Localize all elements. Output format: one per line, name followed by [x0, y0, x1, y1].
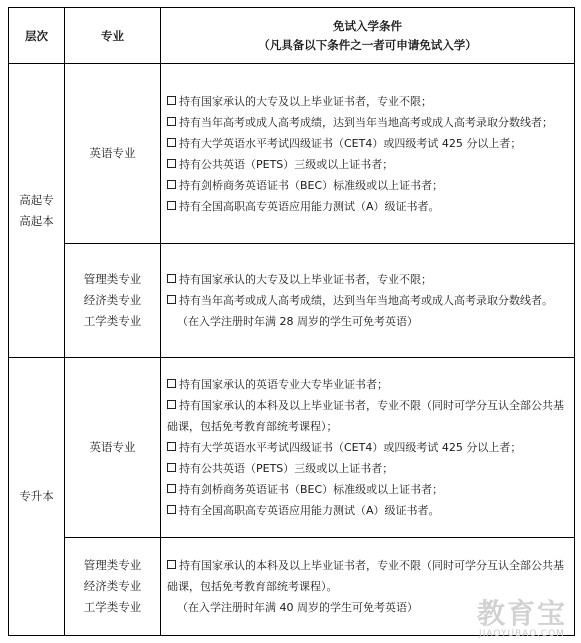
- major-label: 工学类专业: [83, 600, 142, 614]
- level-cell: [9, 358, 65, 636]
- header-conditions-subtitle: （凡具备以下条件之一者可申请免试入学）: [258, 37, 477, 52]
- condition-item: [167, 269, 569, 290]
- condition-text: 持有全国高职高专英语应用能力测试（A）级证书者。: [179, 199, 440, 213]
- level-label: 高起专: [19, 192, 54, 207]
- empty-square-icon: [167, 117, 176, 126]
- condition-note: （在入学注册时年满 28 周岁的学生可免考英语）: [177, 315, 418, 328]
- condition-text: 持有国家承认的英语专业大专毕业证书者；: [179, 378, 388, 391]
- major-label: 经济类专业: [83, 579, 142, 593]
- condition-item: [167, 290, 569, 311]
- level-cell: [9, 64, 65, 358]
- empty-square-icon: [167, 379, 176, 388]
- empty-square-icon: [167, 274, 176, 283]
- major-label: 管理类专业: [83, 272, 142, 286]
- condition-text: 持有公共英语（PETS）三级或以上证书者；: [179, 462, 394, 475]
- condition-item: [167, 196, 569, 217]
- condition-item: [167, 112, 569, 133]
- condition-item: [167, 175, 569, 196]
- empty-square-icon: [167, 159, 176, 168]
- header-level: 层次: [9, 8, 65, 64]
- condition-text: 持有公共英语（PETS）三级或以上证书者；: [179, 157, 394, 171]
- condition-item: [167, 479, 569, 500]
- header-row: [9, 8, 575, 64]
- table-row: [9, 358, 575, 538]
- condition-item: [167, 555, 569, 597]
- empty-square-icon: [167, 96, 176, 105]
- level-label: 专升本: [19, 489, 54, 503]
- table-row: [9, 244, 575, 358]
- condition-item: [167, 437, 569, 458]
- level-label: 高起本: [19, 213, 54, 228]
- major-cell: [65, 538, 161, 636]
- conditions-cell: [161, 244, 575, 358]
- major-cell: [65, 358, 161, 538]
- major-label: 管理类专业: [83, 558, 142, 572]
- major-cell: [65, 64, 161, 244]
- condition-text: 持有剑桥商务英语证书（BEC）标准级或以上证书者；: [179, 178, 444, 192]
- watermark-main: 教育宝: [476, 597, 567, 630]
- header-major: 专业: [65, 8, 161, 64]
- condition-text: 持有剑桥商务英语证书（BEC）标准级或以上证书者；: [179, 483, 444, 496]
- empty-square-icon: [167, 505, 176, 514]
- condition-text: 持有国家承认的本科及以上毕业证书者，专业不限（同时可学分互认全部公共基础课，包括免考教育部统考课程）。: [167, 559, 564, 593]
- empty-square-icon: [167, 560, 176, 569]
- table-row: [9, 538, 575, 636]
- watermark-url: JIAOYUBAO.COM: [479, 629, 565, 639]
- condition-text: 持有大学英语水平考试四级证书（CET4）或四级考试 425 分以上者；: [179, 136, 522, 150]
- conditions-cell: [161, 64, 575, 244]
- empty-square-icon: [167, 180, 176, 189]
- condition-item: [167, 91, 569, 112]
- condition-item: [167, 374, 569, 395]
- table-row: [9, 64, 575, 244]
- condition-item: [167, 395, 569, 437]
- condition-text: 持有国家承认的大专及以上毕业证书者，专业不限；: [179, 273, 432, 286]
- empty-square-icon: [167, 463, 176, 472]
- conditions-cell: [161, 358, 575, 538]
- header-conditions-title: 免试入学条件: [333, 18, 402, 33]
- admission-conditions-table: [8, 7, 575, 636]
- condition-text: 持有当年高考或成人高考成绩，达到当年当地高考或成人高考录取分数线者。: [179, 294, 553, 307]
- major-label: 英语专业: [89, 440, 136, 454]
- condition-text: 持有当年高考或成人高考成绩，达到当年当地高考或成人高考录取分数线者；: [179, 115, 553, 129]
- empty-square-icon: [167, 295, 176, 304]
- condition-item: [167, 154, 569, 175]
- condition-item: [167, 133, 569, 154]
- table-body: [9, 64, 575, 636]
- condition-item: [167, 458, 569, 479]
- header-conditions: [161, 8, 575, 64]
- condition-item: [167, 500, 569, 521]
- major-cell: [65, 244, 161, 358]
- condition-text: 持有国家承认的本科及以上毕业证书者，专业不限（同时可学分互认全部公共基础课，包括免考教育部统考课程）；: [167, 399, 564, 433]
- major-label: 工学类专业: [83, 314, 142, 328]
- empty-square-icon: [167, 484, 176, 493]
- empty-square-icon: [167, 442, 176, 451]
- conditions-cell: [161, 538, 575, 636]
- empty-square-icon: [167, 201, 176, 210]
- condition-text: 持有全国高职高专英语应用能力测试（A）级证书者。: [179, 504, 440, 517]
- empty-square-icon: [167, 400, 176, 409]
- major-label: 英语专业: [89, 146, 136, 160]
- major-label: 经济类专业: [83, 293, 142, 307]
- condition-note: （在入学注册时年满 40 周岁的学生可免考英语）: [177, 601, 418, 614]
- condition-text: 持有国家承认的大专及以上毕业证书者，专业不限；: [179, 94, 432, 108]
- empty-square-icon: [167, 138, 176, 147]
- condition-text: 持有大学英语水平考试四级证书（CET4）或四级考试 425 分以上者；: [179, 441, 522, 454]
